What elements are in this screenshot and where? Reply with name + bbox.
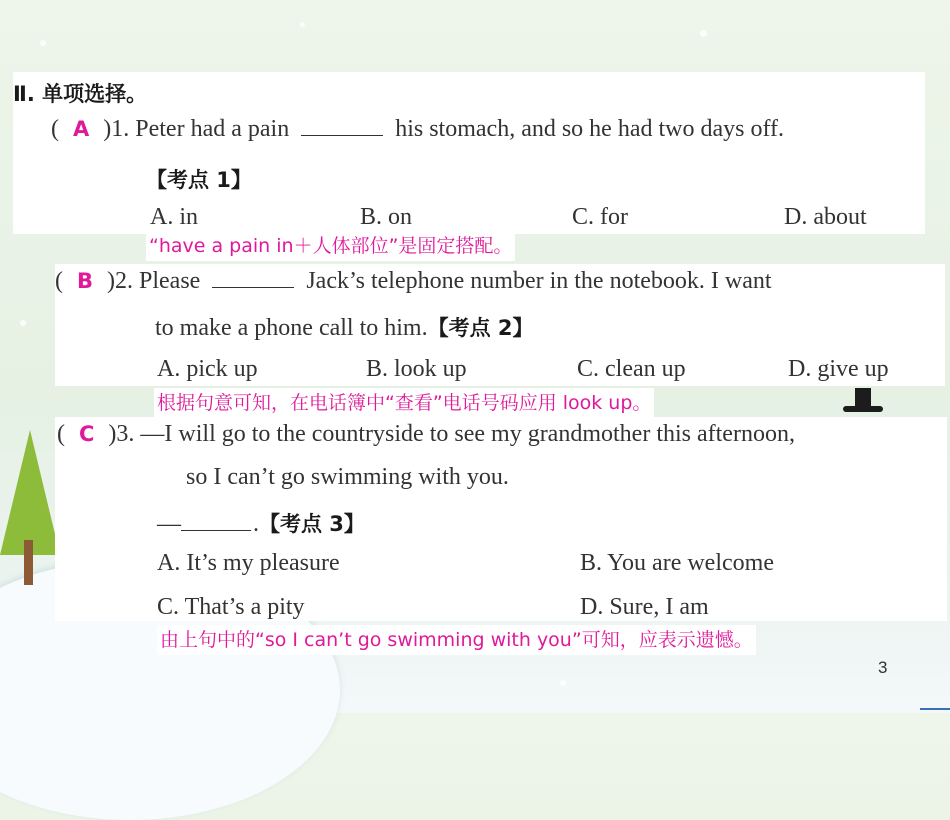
- question-2-number: 2.: [115, 268, 134, 294]
- section-heading: Ⅱ. 单项选择。: [13, 82, 148, 106]
- option-b: B. look up: [366, 356, 467, 382]
- page-number: 3: [878, 658, 888, 677]
- answer-2: B: [77, 269, 94, 293]
- question-1-number: 1.: [111, 116, 130, 142]
- option-a: A. pick up: [157, 356, 258, 382]
- option-a: A. in: [150, 204, 198, 230]
- kaodian-label-1: 【考点 1】: [146, 168, 252, 192]
- snowflake-decoration: [700, 30, 707, 37]
- explanation-note-1: “have a pain in＋人体部位”是固定搭配。: [146, 231, 515, 261]
- explanation-note-2: 根据句意可知，在电话簿中“查看”电话号码应用 look up。: [154, 388, 654, 418]
- kaodian-label-2: 【考点 2】: [427, 316, 534, 340]
- explanation-note-3: 由上句中的“so I can’t go swimming with you”可知，应表示遗憾。: [157, 625, 756, 655]
- option-b: B. You are welcome: [580, 550, 774, 576]
- question-1-panel: [13, 72, 925, 234]
- answer-blank: [181, 512, 251, 531]
- snowflake-decoration: [300, 22, 305, 27]
- snowflake-decoration: [40, 40, 46, 46]
- option-c: C. clean up: [577, 356, 686, 382]
- question-3-stem: ( C )3. —I will go to the countryside to see my grandmother this afternoon,: [57, 421, 795, 447]
- question-2-line2: to make a phone call to him.【考点 2】: [155, 315, 534, 341]
- option-d: D. about: [784, 204, 867, 230]
- option-d: D. Sure, I am: [580, 594, 709, 620]
- corner-line-decoration: [920, 708, 950, 710]
- tree-decoration: [0, 430, 60, 590]
- question-2-panel: [55, 264, 945, 386]
- question-3-reply: — .【考点 3】: [157, 511, 365, 537]
- option-d: D. give up: [788, 356, 889, 382]
- answer-3: C: [79, 422, 95, 446]
- option-b: B. on: [360, 204, 413, 230]
- answer-blank: [212, 269, 294, 288]
- snowflake-decoration: [20, 320, 26, 326]
- question-3-panel: [55, 417, 947, 621]
- question-1-stem: ( A )1. Peter had a pain his stomach, and so he had two days off.: [51, 116, 785, 142]
- option-a: A. It’s my pleasure: [157, 550, 340, 576]
- snowflake-decoration: [560, 680, 566, 686]
- top-hat-decoration: [843, 388, 883, 416]
- answer-1: A: [73, 117, 90, 141]
- answer-blank: [301, 117, 383, 136]
- option-c: C. That’s a pity: [157, 594, 305, 620]
- kaodian-label-3: 【考点 3】: [259, 512, 365, 536]
- option-c: C. for: [572, 204, 628, 230]
- question-2-stem: ( B )2. Please Jack’s telephone number in the notebook. I want: [55, 268, 772, 294]
- question-3-number: 3.: [116, 421, 135, 447]
- question-3-line2: so I can’t go swimming with you.: [186, 464, 509, 490]
